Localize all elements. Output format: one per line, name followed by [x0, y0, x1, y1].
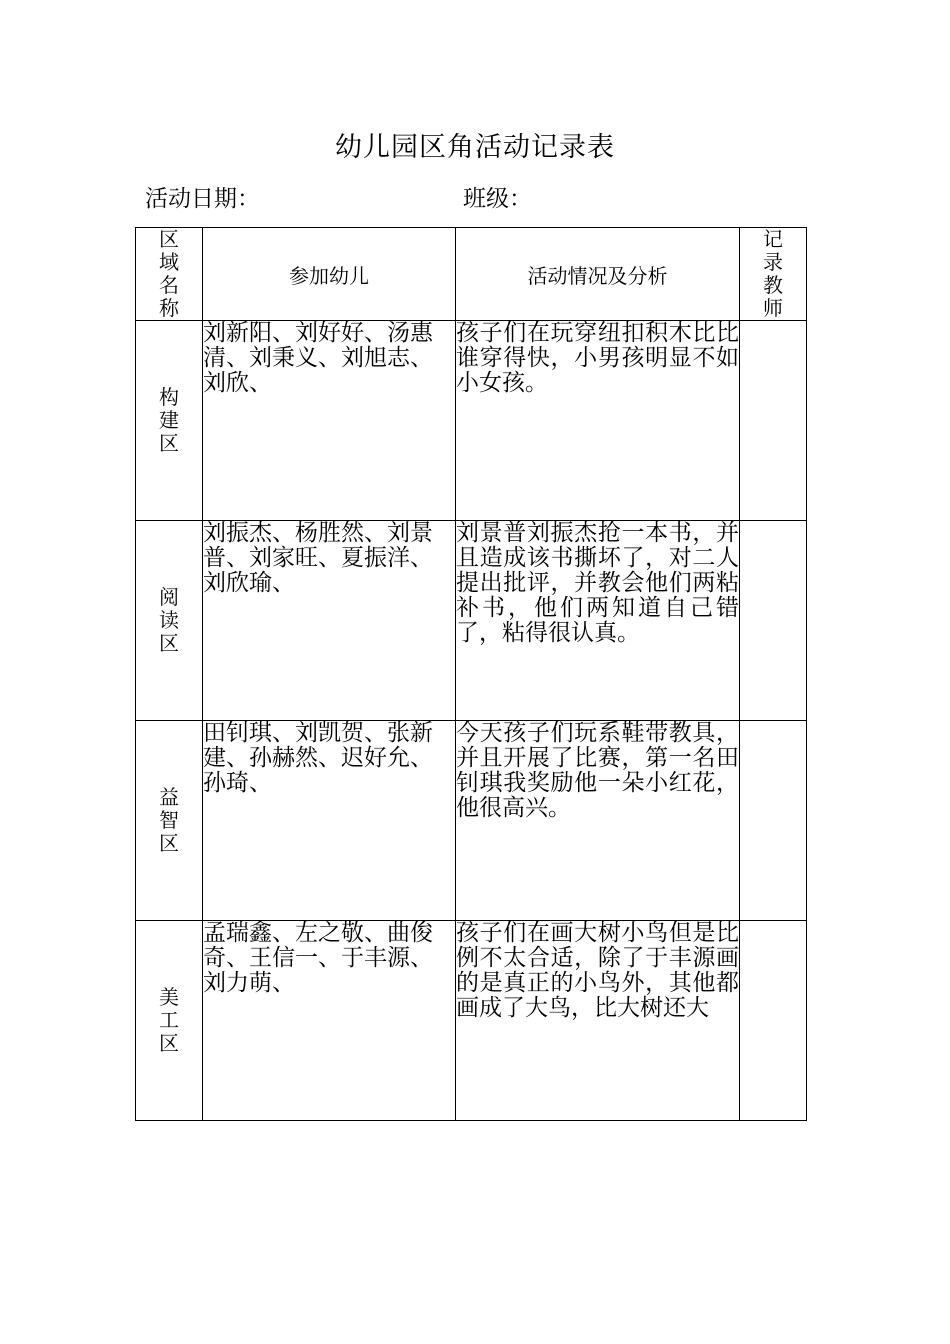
page-title: 幼儿园区角活动记录表 — [335, 132, 615, 163]
area-name-cell: 构建区 — [136, 321, 203, 521]
table-row — [136, 521, 807, 721]
children-cell: 田钊琪、刘凯贺、张新建、孙赫然、迟好允、孙琦、 — [203, 721, 456, 921]
teacher-cell — [740, 921, 807, 1121]
table-row — [136, 321, 807, 521]
header-participating-children: 参加幼儿 — [203, 228, 456, 321]
area-name-cell: 益智区 — [136, 721, 203, 921]
activity-date-label: 活动日期： — [145, 186, 260, 212]
analysis-cell: 刘景普刘振杰抢一本书，并且造成该书撕坏了，对二人提出批评，并教会他们两粘补书，他们两知道自己错了，粘得很认真。 — [456, 521, 740, 721]
table-row — [136, 721, 807, 921]
area-name-cell: 美工区 — [136, 921, 203, 1121]
table-row — [136, 921, 807, 1121]
header-recording-teacher: 记录教师 — [740, 228, 807, 321]
analysis-cell: 孩子们在玩穿纽扣积木比比谁穿得快，小男孩明显不如小女孩。 — [456, 321, 740, 521]
header-area-name: 区域名称 — [136, 228, 203, 321]
children-cell: 刘新阳、刘好好、汤惠清、刘秉义、刘旭志、刘欣、 — [203, 321, 456, 521]
class-label: 班级： — [463, 186, 532, 212]
analysis-cell: 孩子们在画大树小鸟但是比例不太合适，除了于丰源画的是真正的小鸟外，其他都画成了大鸟，比大树还大 — [456, 921, 740, 1121]
teacher-cell — [740, 521, 807, 721]
children-cell: 孟瑞鑫、左之敬、曲俊奇、王信一、于丰源、刘力萌、 — [203, 921, 456, 1121]
table-header-row — [136, 228, 807, 321]
header-activity-analysis: 活动情况及分析 — [456, 228, 740, 321]
activity-record-table — [135, 227, 807, 1121]
children-cell: 刘振杰、杨胜然、刘景普、刘家旺、夏振洋、刘欣瑜、 — [203, 521, 456, 721]
area-name-cell: 阅读区 — [136, 521, 203, 721]
analysis-cell: 今天孩子们玩系鞋带教具，并且开展了比赛，第一名田钊琪我奖励他一朵小红花，他很高兴。 — [456, 721, 740, 921]
teacher-cell — [740, 321, 807, 521]
teacher-cell — [740, 721, 807, 921]
